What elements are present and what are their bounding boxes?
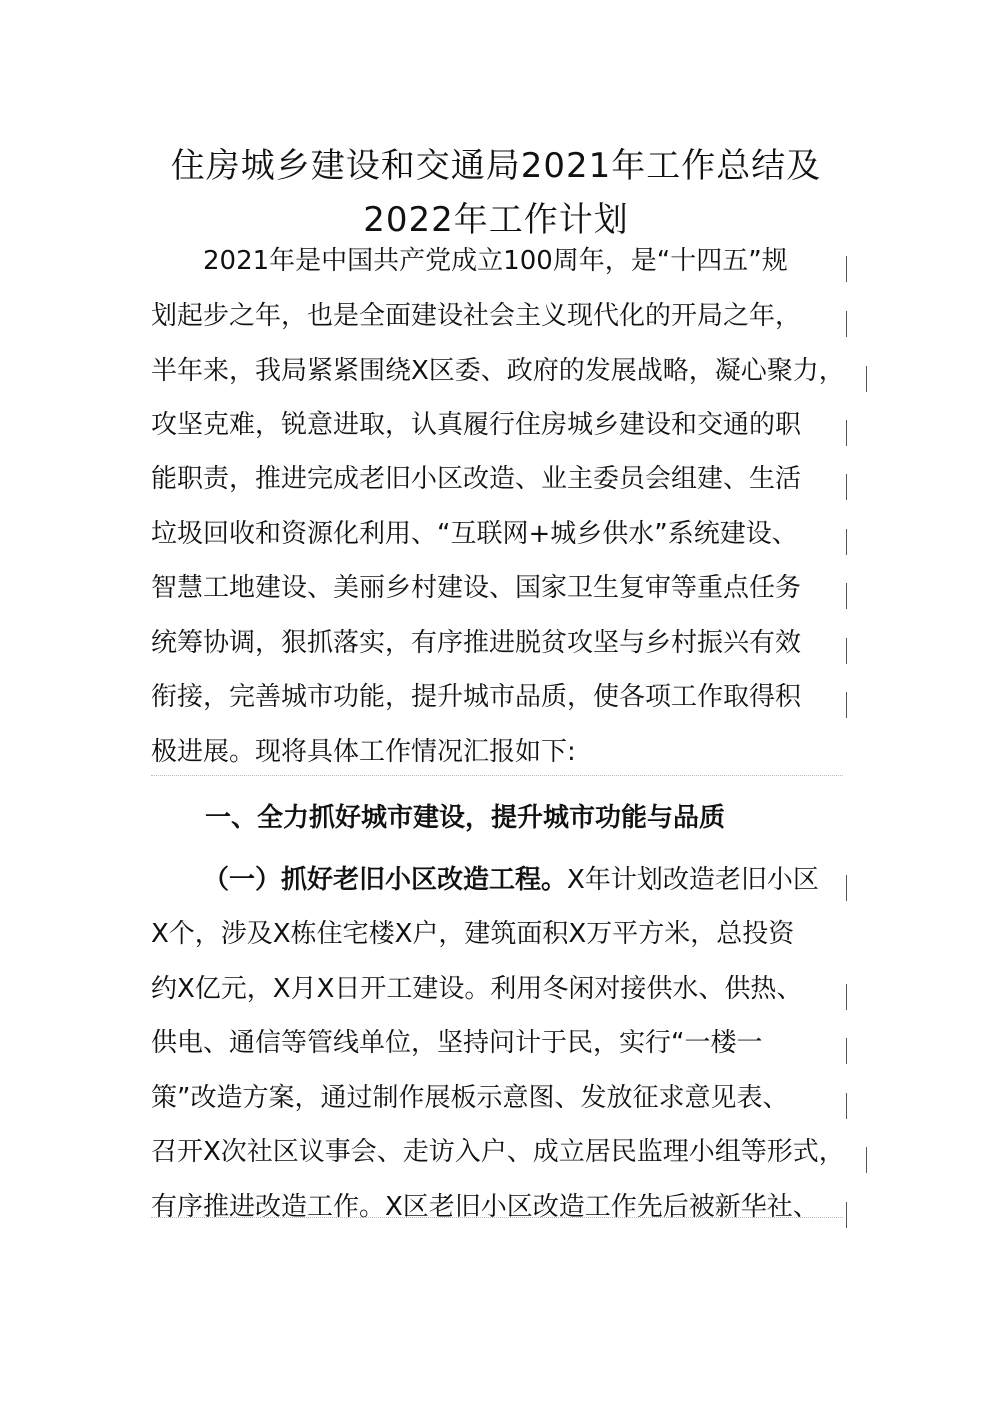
- line-end-marker: [846, 529, 847, 555]
- line-end-marker: [846, 692, 847, 718]
- line-end-marker: [846, 1038, 847, 1064]
- intro-line: 垃圾回收和资源化利用、“互联网+城乡供水”系统建设、: [151, 519, 798, 549]
- subsection-line: 有序推进改造工作。X区老旧小区改造工作先后被新华社、: [151, 1192, 819, 1222]
- subsection-line: 策”改造方案，通过制作展板示意图、发放征求意见表、: [151, 1083, 789, 1113]
- subsection-line: 约X亿元，X月X日开工建设。利用冬闲对接供水、供热、: [151, 974, 803, 1004]
- subsection-line: X个，涉及X栋住宅楼X户，建筑面积X万平方米，总投资: [151, 919, 795, 949]
- intro-line: 智慧工地建设、美丽乡村建设、国家卫生复审等重点任务: [151, 573, 802, 603]
- section-heading: 一、全力抓好城市建设，提升城市功能与品质: [205, 803, 726, 833]
- subsection-first-line-rest: X年计划改造老旧小区: [567, 865, 819, 895]
- line-end-marker: [846, 875, 847, 901]
- subsection-lead: （一）抓好老旧小区改造工程。: [203, 865, 568, 895]
- subsection-line: 召开X次社区议事会、走访入户、成立居民监理小组等形式，: [151, 1137, 845, 1167]
- subsection-first-line: [203, 860, 819, 900]
- intro-line: 半年来，我局紧紧围绕X区委、政府的发展战略，凝心聚力，: [151, 356, 845, 386]
- document-title-line-2: 2022年工作计划: [363, 200, 629, 240]
- line-end-marker: [846, 256, 847, 282]
- line-end-marker: [846, 1093, 847, 1119]
- intro-line: 能职责，推进完成老旧小区改造、业主委员会组建、生活: [151, 464, 802, 494]
- intro-line: 2021年是中国共产党成立100周年，是“十四五”规: [203, 246, 788, 276]
- intro-line: 统筹协调，狠抓落实，有序推进脱贫攻坚与乡村振兴有效: [151, 628, 802, 658]
- line-end-marker: [846, 984, 847, 1010]
- line-end-marker: [846, 583, 847, 609]
- intro-line: 衔接，完善城市功能，提升城市品质，使各项工作取得积: [151, 682, 802, 712]
- line-end-marker: [846, 474, 847, 500]
- page-bottom-rule: [151, 1217, 843, 1218]
- subsection-line: 供电、通信等管线单位，坚持问计于民，实行“一楼一: [151, 1028, 763, 1058]
- line-end-marker: [846, 1202, 847, 1228]
- line-end-marker: [866, 1147, 867, 1173]
- intro-line: 攻坚克难，锐意进取，认真履行住房城乡建设和交通的职: [151, 410, 802, 440]
- line-end-marker: [846, 420, 847, 446]
- line-end-marker: [846, 311, 847, 337]
- line-end-marker: [846, 638, 847, 664]
- paragraph-divider: [151, 775, 843, 776]
- document-title-line-1: 住房城乡建设和交通局2021年工作总结及: [170, 146, 822, 186]
- intro-line: 划起步之年，也是全面建设社会主义现代化的开局之年，: [151, 301, 802, 331]
- line-end-marker: [866, 366, 867, 392]
- intro-line: 极进展。现将具体工作情况汇报如下:: [151, 737, 576, 767]
